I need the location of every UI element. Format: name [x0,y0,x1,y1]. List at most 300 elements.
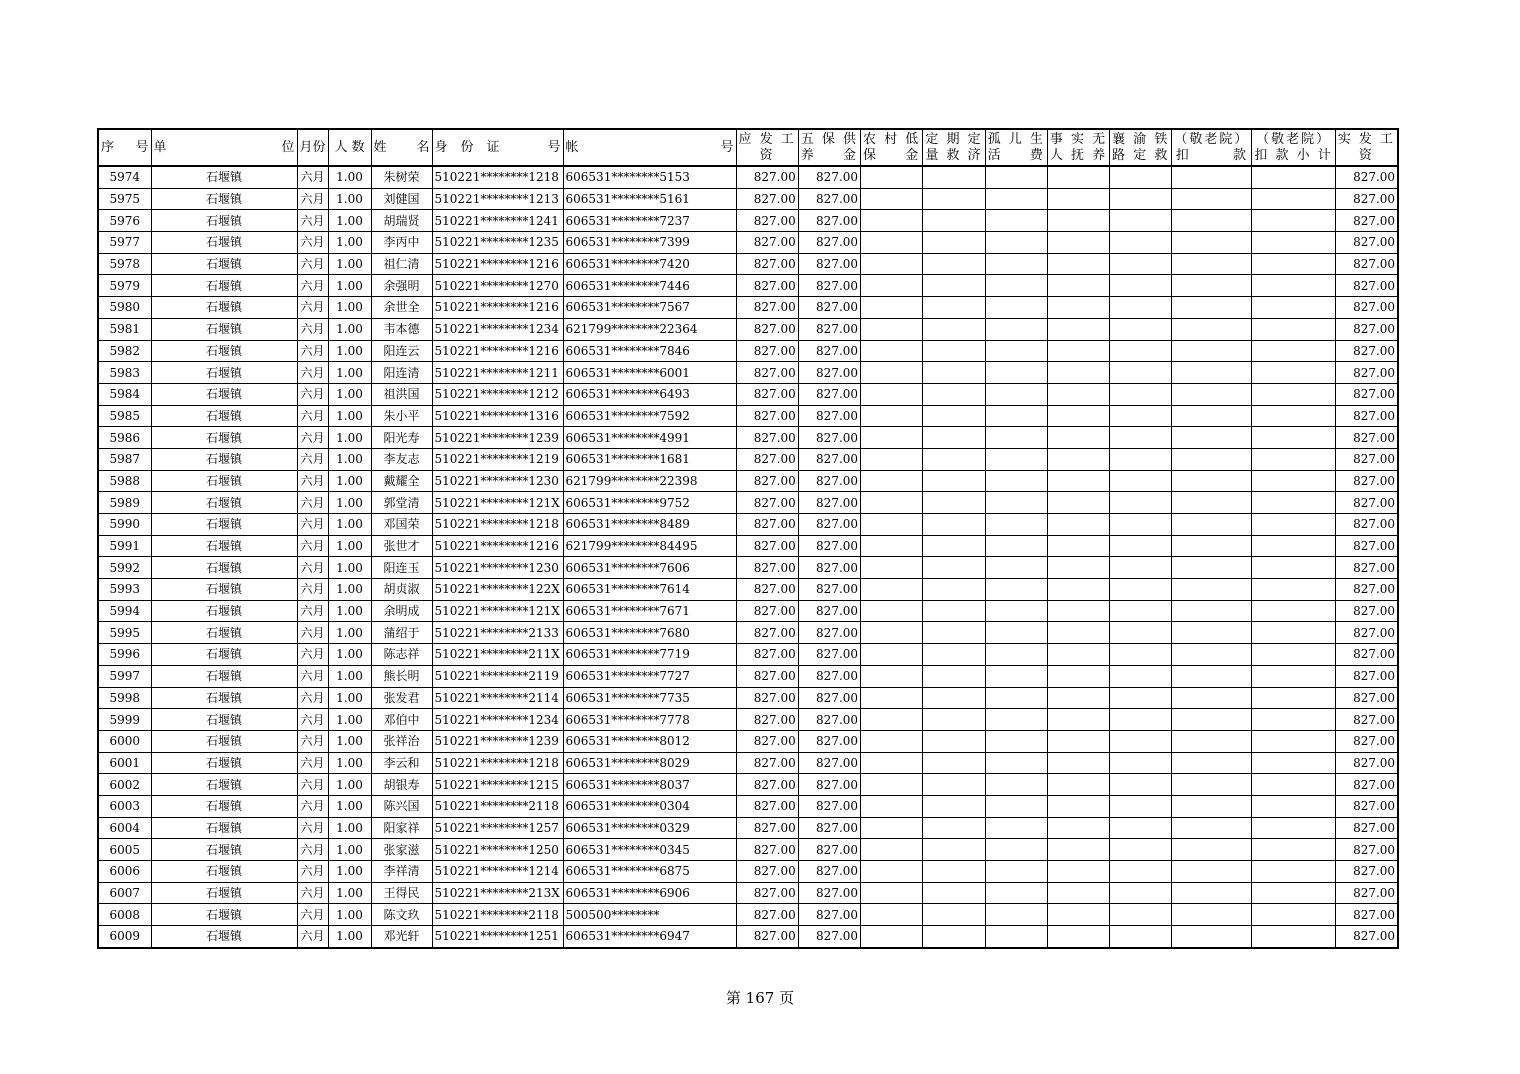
cell-seq: 5997 [98,665,151,687]
cell-dq [923,166,985,188]
cell-acct: 621799********22398 [563,470,736,492]
cell-jl1 [1172,210,1252,232]
cell-count: 1.00 [328,470,371,492]
cell-dq [923,405,985,427]
cell-pay: 827.00 [736,253,798,275]
cell-acct: 500500******** [563,904,736,926]
cell-count: 1.00 [328,232,371,254]
cell-pay: 827.00 [736,622,798,644]
cell-acct: 606531********6875 [563,861,736,883]
cell-net: 827.00 [1335,427,1398,449]
cell-nc [861,492,923,514]
cell-unit: 石堰镇 [151,470,297,492]
cell-unit: 石堰镇 [151,297,297,319]
cell-net: 827.00 [1335,709,1398,731]
column-header-id [432,129,563,166]
cell-dq [923,340,985,362]
cell-wb: 827.00 [798,557,860,579]
cell-ge [985,318,1047,340]
table-row [98,275,1398,297]
cell-id: 510221********1257 [432,817,563,839]
column-header-acct [563,129,736,166]
cell-jl1 [1172,861,1252,883]
cell-xy [1110,709,1172,731]
cell-name: 李云和 [371,752,432,774]
cell-jl2 [1252,665,1335,687]
cell-unit: 石堰镇 [151,362,297,384]
header-label-line1: 孤 儿 生 [987,131,1045,147]
cell-net: 827.00 [1335,644,1398,666]
cell-ss [1047,861,1109,883]
cell-unit: 石堰镇 [151,383,297,405]
cell-jl2 [1252,405,1335,427]
cell-ge [985,492,1047,514]
cell-net: 827.00 [1335,340,1398,362]
cell-xy [1110,795,1172,817]
cell-net: 827.00 [1335,665,1398,687]
cell-nc [861,188,923,210]
cell-ss [1047,514,1109,536]
cell-name: 王得民 [371,882,432,904]
header-label-left: 身 份 证 [434,139,500,155]
column-header-pay [736,129,798,166]
cell-ss [1047,687,1109,709]
cell-dq [923,535,985,557]
cell-acct: 606531********7727 [563,665,736,687]
cell-jl1 [1172,557,1252,579]
cell-month: 六月 [297,817,328,839]
cell-wb: 827.00 [798,622,860,644]
cell-seq: 6000 [98,730,151,752]
header-label-line2: 保 金 [863,147,921,163]
cell-ge [985,514,1047,536]
cell-xy [1110,210,1172,232]
cell-ss [1047,774,1109,796]
cell-id: 510221********1218 [432,514,563,536]
header-label-right: 号 [547,139,561,155]
cell-seq: 5974 [98,166,151,188]
cell-name: 胡贞淑 [371,579,432,601]
cell-month: 六月 [297,210,328,232]
cell-net: 827.00 [1335,752,1398,774]
cell-dq [923,557,985,579]
cell-net: 827.00 [1335,579,1398,601]
cell-pay: 827.00 [736,882,798,904]
cell-id: 510221********1216 [432,253,563,275]
cell-dq [923,926,985,948]
header-label-line2: 资 [1358,147,1374,163]
table-row [98,448,1398,470]
cell-id: 510221********1211 [432,362,563,384]
cell-wb: 827.00 [798,470,860,492]
cell-count: 1.00 [328,535,371,557]
cell-acct: 606531********1681 [563,448,736,470]
cell-unit: 石堰镇 [151,622,297,644]
cell-pay: 827.00 [736,232,798,254]
cell-net: 827.00 [1335,535,1398,557]
table-header [98,129,1398,166]
cell-count: 1.00 [328,362,371,384]
cell-month: 六月 [297,752,328,774]
cell-acct: 606531********7592 [563,405,736,427]
cell-id: 510221********1213 [432,188,563,210]
cell-wb: 827.00 [798,882,860,904]
header-label-line2: 量 救 济 [925,147,983,163]
cell-ss [1047,383,1109,405]
cell-ge [985,210,1047,232]
cell-count: 1.00 [328,318,371,340]
cell-nc [861,882,923,904]
cell-ge [985,557,1047,579]
cell-ss [1047,600,1109,622]
cell-ge [985,535,1047,557]
cell-wb: 827.00 [798,492,860,514]
cell-xy [1110,297,1172,319]
cell-acct: 621799********84495 [563,535,736,557]
cell-jl2 [1252,535,1335,557]
cell-net: 827.00 [1335,383,1398,405]
cell-acct: 606531********7420 [563,253,736,275]
cell-nc [861,687,923,709]
cell-net: 827.00 [1335,557,1398,579]
cell-month: 六月 [297,318,328,340]
cell-xy [1110,839,1172,861]
cell-dq [923,861,985,883]
cell-wb: 827.00 [798,644,860,666]
cell-ss [1047,448,1109,470]
cell-name: 李友志 [371,448,432,470]
cell-ge [985,882,1047,904]
cell-month: 六月 [297,904,328,926]
cell-wb: 827.00 [798,839,860,861]
header-label-line1: 事 实 无 [1049,131,1108,147]
cell-acct: 606531********8012 [563,730,736,752]
cell-month: 六月 [297,492,328,514]
cell-pay: 827.00 [736,405,798,427]
cell-jl1 [1172,470,1252,492]
cell-jl2 [1252,492,1335,514]
cell-count: 1.00 [328,709,371,731]
cell-ss [1047,730,1109,752]
cell-nc [861,232,923,254]
cell-jl2 [1252,427,1335,449]
table-row [98,514,1398,536]
cell-unit: 石堰镇 [151,535,297,557]
cell-xy [1110,752,1172,774]
cell-name: 祖洪国 [371,383,432,405]
header-label-left: 帐 [565,139,579,155]
cell-name: 朱树荣 [371,166,432,188]
cell-jl1 [1172,644,1252,666]
cell-dq [923,839,985,861]
cell-id: 510221********1230 [432,557,563,579]
cell-count: 1.00 [328,166,371,188]
cell-dq [923,752,985,774]
header-row [98,129,1398,166]
cell-dq [923,644,985,666]
cell-jl2 [1252,752,1335,774]
cell-nc [861,861,923,883]
header-label-right: 号 [135,139,149,155]
cell-net: 827.00 [1335,904,1398,926]
cell-wb: 827.00 [798,514,860,536]
cell-month: 六月 [297,687,328,709]
cell-name: 张世才 [371,535,432,557]
cell-acct: 606531********7237 [563,210,736,232]
cell-name: 熊长明 [371,665,432,687]
cell-ss [1047,752,1109,774]
cell-xy [1110,340,1172,362]
cell-nc [861,644,923,666]
cell-ge [985,839,1047,861]
cell-jl1 [1172,839,1252,861]
cell-jl1 [1172,253,1252,275]
cell-nc [861,297,923,319]
cell-count: 1.00 [328,882,371,904]
cell-wb: 827.00 [798,774,860,796]
cell-acct: 606531********6493 [563,383,736,405]
cell-ss [1047,839,1109,861]
cell-pay: 827.00 [736,600,798,622]
cell-jl1 [1172,405,1252,427]
cell-nc [861,557,923,579]
cell-pay: 827.00 [736,709,798,731]
cell-nc [861,210,923,232]
cell-jl1 [1172,448,1252,470]
cell-net: 827.00 [1335,253,1398,275]
cell-name: 陈志祥 [371,644,432,666]
table-row [98,470,1398,492]
cell-acct: 606531********4991 [563,427,736,449]
cell-jl1 [1172,926,1252,948]
cell-name: 张家滋 [371,839,432,861]
cell-jl2 [1252,318,1335,340]
cell-wb: 827.00 [798,232,860,254]
cell-name: 胡银寿 [371,774,432,796]
cell-ge [985,644,1047,666]
cell-dq [923,882,985,904]
cell-seq: 5979 [98,275,151,297]
cell-ss [1047,795,1109,817]
cell-id: 510221********121X [432,600,563,622]
cell-unit: 石堰镇 [151,644,297,666]
cell-wb: 827.00 [798,405,860,427]
cell-month: 六月 [297,253,328,275]
cell-dq [923,622,985,644]
cell-ss [1047,427,1109,449]
cell-xy [1110,470,1172,492]
cell-net: 827.00 [1335,730,1398,752]
cell-nc [861,405,923,427]
table-row [98,665,1398,687]
cell-name: 李丙中 [371,232,432,254]
cell-xy [1110,644,1172,666]
cell-seq: 6004 [98,817,151,839]
cell-count: 1.00 [328,904,371,926]
cell-xy [1110,318,1172,340]
cell-ge [985,579,1047,601]
cell-wb: 827.00 [798,427,860,449]
cell-xy [1110,579,1172,601]
cell-pay: 827.00 [736,318,798,340]
cell-seq: 5999 [98,709,151,731]
cell-nc [861,904,923,926]
column-header-unit [151,129,297,166]
cell-nc [861,318,923,340]
cell-count: 1.00 [328,687,371,709]
cell-acct: 606531********8029 [563,752,736,774]
cell-month: 六月 [297,275,328,297]
cell-pay: 827.00 [736,730,798,752]
cell-pay: 827.00 [736,470,798,492]
cell-unit: 石堰镇 [151,188,297,210]
cell-seq: 6005 [98,839,151,861]
cell-name: 蒲绍于 [371,622,432,644]
table-row [98,253,1398,275]
table-row [98,297,1398,319]
cell-net: 827.00 [1335,861,1398,883]
cell-count: 1.00 [328,600,371,622]
cell-acct: 606531********7778 [563,709,736,731]
cell-jl1 [1172,709,1252,731]
cell-ss [1047,665,1109,687]
cell-wb: 827.00 [798,817,860,839]
cell-net: 827.00 [1335,405,1398,427]
cell-pay: 827.00 [736,427,798,449]
cell-name: 邓伯中 [371,709,432,731]
cell-seq: 5980 [98,297,151,319]
cell-seq: 5983 [98,362,151,384]
cell-month: 六月 [297,166,328,188]
cell-count: 1.00 [328,427,371,449]
cell-wb: 827.00 [798,535,860,557]
cell-xy [1110,882,1172,904]
cell-unit: 石堰镇 [151,427,297,449]
cell-unit: 石堰镇 [151,882,297,904]
cell-ss [1047,188,1109,210]
cell-net: 827.00 [1335,362,1398,384]
cell-pay: 827.00 [736,166,798,188]
cell-ge [985,383,1047,405]
cell-count: 1.00 [328,665,371,687]
cell-name: 阳家祥 [371,817,432,839]
cell-jl2 [1252,253,1335,275]
table-row [98,492,1398,514]
cell-wb: 827.00 [798,904,860,926]
cell-unit: 石堰镇 [151,232,297,254]
cell-wb: 827.00 [798,861,860,883]
cell-count: 1.00 [328,622,371,644]
cell-ss [1047,318,1109,340]
header-label-line2: 人 抚 养 [1049,147,1108,163]
cell-ss [1047,622,1109,644]
table-row [98,600,1398,622]
table-row [98,904,1398,926]
cell-id: 510221********211X [432,644,563,666]
cell-dq [923,275,985,297]
cell-ge [985,600,1047,622]
cell-month: 六月 [297,665,328,687]
cell-xy [1110,622,1172,644]
cell-unit: 石堰镇 [151,514,297,536]
cell-nc [861,275,923,297]
cell-ss [1047,882,1109,904]
cell-ge [985,297,1047,319]
cell-id: 510221********1219 [432,448,563,470]
cell-count: 1.00 [328,188,371,210]
table-row [98,318,1398,340]
cell-unit: 石堰镇 [151,340,297,362]
cell-nc [861,535,923,557]
cell-name: 韦本德 [371,318,432,340]
cell-id: 510221********2118 [432,795,563,817]
cell-ge [985,188,1047,210]
cell-unit: 石堰镇 [151,926,297,948]
cell-acct: 606531********7680 [563,622,736,644]
cell-wb: 827.00 [798,275,860,297]
cell-net: 827.00 [1335,297,1398,319]
cell-unit: 石堰镇 [151,730,297,752]
cell-dq [923,579,985,601]
cell-xy [1110,232,1172,254]
cell-unit: 石堰镇 [151,275,297,297]
cell-ss [1047,275,1109,297]
cell-count: 1.00 [328,275,371,297]
cell-nc [861,383,923,405]
cell-pay: 827.00 [736,579,798,601]
cell-jl1 [1172,166,1252,188]
cell-id: 510221********1214 [432,861,563,883]
cell-ge [985,861,1047,883]
cell-pay: 827.00 [736,362,798,384]
cell-month: 六月 [297,644,328,666]
cell-xy [1110,448,1172,470]
table-row [98,383,1398,405]
cell-month: 六月 [297,340,328,362]
cell-unit: 石堰镇 [151,253,297,275]
table-row [98,752,1398,774]
cell-dq [923,817,985,839]
cell-seq: 5985 [98,405,151,427]
cell-acct: 606531********0304 [563,795,736,817]
cell-jl1 [1172,535,1252,557]
cell-count: 1.00 [328,557,371,579]
cell-count: 1.00 [328,210,371,232]
cell-dq [923,253,985,275]
cell-name: 余世全 [371,297,432,319]
cell-unit: 石堰镇 [151,557,297,579]
cell-xy [1110,687,1172,709]
cell-ge [985,405,1047,427]
cell-xy [1110,362,1172,384]
header-label-line2: 扣 款 [1175,147,1249,163]
header-label-line1: （敬老院） [1256,131,1332,147]
cell-nc [861,839,923,861]
cell-jl1 [1172,362,1252,384]
cell-net: 827.00 [1335,166,1398,188]
column-header-seq [98,129,151,166]
cell-seq: 5988 [98,470,151,492]
cell-ge [985,817,1047,839]
cell-xy [1110,405,1172,427]
cell-acct: 606531********7446 [563,275,736,297]
cell-ge [985,752,1047,774]
cell-net: 827.00 [1335,622,1398,644]
cell-id: 510221********1241 [432,210,563,232]
cell-seq: 5977 [98,232,151,254]
cell-name: 张发君 [371,687,432,709]
cell-wb: 827.00 [798,600,860,622]
